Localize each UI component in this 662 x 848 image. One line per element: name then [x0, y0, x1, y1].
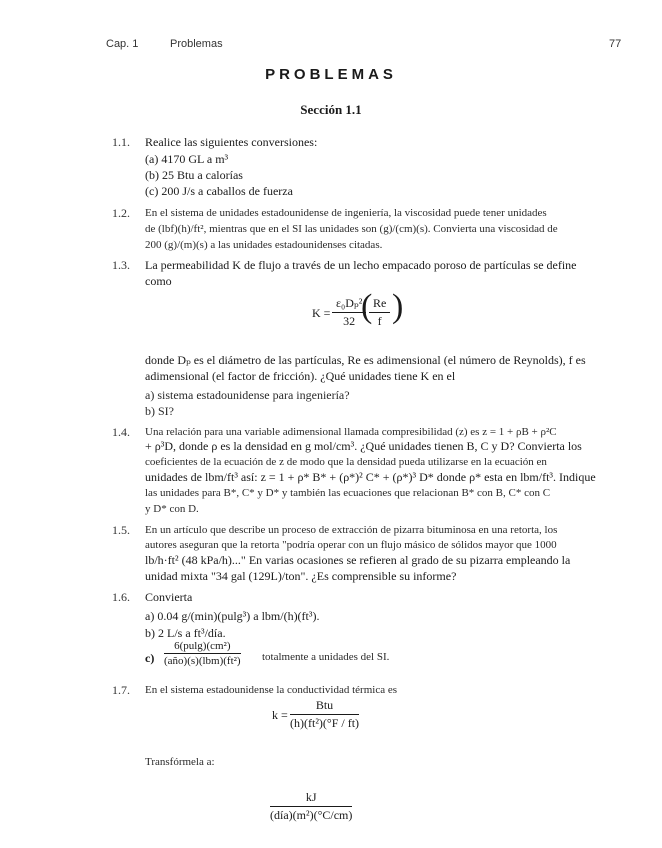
problem-number: 1.5. [112, 523, 130, 537]
formula-paren-denominator: f [377, 314, 382, 328]
problem-number: 1.4. [112, 425, 130, 439]
problem-number: 1.3. [112, 258, 130, 272]
problem-text: En un artículo que describe un proceso de extracción de pizarra bituminosa en una retorta, los [145, 524, 558, 536]
section-title: Sección 1.1 [300, 102, 362, 117]
problem-number: 1.6. [112, 590, 130, 604]
problem-number: 1.7. [112, 683, 130, 697]
problem-item: (c) 200 J/s a caballos de fuerza [145, 184, 293, 198]
problem-item: (a) 4170 GL a m³ [145, 152, 229, 166]
chapter-label: Cap. 1 [106, 38, 139, 50]
formula-denominator: 32 [343, 314, 356, 328]
problem-text: + ρ³D, donde ρ es la densidad en g mol/cm³. ¿Qué unidades tienen B, C y D? Convierta los [145, 439, 582, 453]
problem-number: 1.1. [112, 135, 130, 149]
problem-text: unidades de lbm/ft³ así: z = 1 + ρ* B* + (ρ*)² C* + (ρ*)³ D* donde ρ* esta en lbm/ft³. Indique [145, 470, 596, 484]
formula-denominator: (día)(m²)(°C/cm) [270, 808, 353, 822]
problem-item: a) 0.04 g/(min)(pulg³) a lbm/(h)(ft³). [145, 609, 320, 623]
problem-text: y D* con D. [145, 503, 199, 515]
problem-text: las unidades para B*, C* y D* y también las ecuaciones que relacionan B* con B, C* con C [145, 487, 551, 499]
problem-text: Transfórmela a: [145, 756, 215, 768]
problem-text: En el sistema estadounidense la conductividad térmica es [145, 684, 398, 696]
formula-paren-fraction [369, 296, 390, 329]
problem-text: Una relación para una variable adimensional llamada compresibilidad (z) es z = 1 + ρB + ρ²C [145, 426, 557, 438]
problem-text: unidad mixta "34 gal (129L)/ton". ¿Es comprensible su informe? [145, 569, 457, 583]
problem-text: adimensional (el factor de fricción). ¿Qué unidades tiene K en el [145, 369, 456, 383]
problem-item: b) 2 L/s a ft³/día. [145, 626, 226, 640]
formula-numerator: Btu [290, 698, 359, 715]
formula-denominator: (h)(ft²)(°F / ft) [290, 716, 360, 730]
formula-lhs: K = [312, 306, 331, 320]
problem-number: 1.2. [112, 206, 130, 220]
problem-text: La permeabilidad K de flujo a través de un lecho empacado poroso de partículas se define [145, 258, 577, 272]
formula-fraction [290, 698, 359, 731]
problem-item: b) SI? [145, 404, 174, 418]
formula-denominator: (año)(s)(lbm)(ft²) [164, 655, 241, 667]
formula-paren-open: ( [361, 288, 373, 325]
formula-numerator: kJ [270, 790, 352, 807]
formula-fraction [164, 640, 241, 667]
problem-text: coeficientes de la ecuación de z de modo que la densidad pueda utilizarse en la ecuación en [145, 456, 547, 468]
problem-text: En el sistema de unidades estadounidense de ingeniería, la viscosidad puede tener unidades [145, 207, 547, 219]
problem-text: Realice las siguientes conversiones: [145, 135, 318, 149]
problem-text: donde Dₚ es el diámetro de las partículas, Re es adimensional (el número de Reynolds), f es [145, 353, 586, 367]
problem-text: lb/h·ft² (48 kPa/h)..." En varias ocasiones se refieren al grado de su pizarra empleando la [145, 553, 571, 567]
problem-text: de (lbf)(h)/ft², mientras que en el SI las unidades son (g)/(cm)(s). Convierta una viscosidad de [145, 223, 558, 235]
formula-paren-close: ) [392, 288, 404, 325]
formula-paren-numerator: Re [369, 296, 390, 313]
problem-item: a) sistema estadounidense para ingeniería? [145, 388, 350, 402]
section-label: Problemas [170, 38, 223, 50]
problem-text: autores aseguran que la retorta "podría operar con un flujo másico de sólidos mayor que 1000 [145, 539, 557, 551]
problem-item-label: c) [145, 651, 155, 665]
problem-text: totalmente a unidades del SI. [262, 651, 390, 663]
problem-text: 200 (g)/(m)(s) a las unidades estadounidenses citadas. [145, 239, 383, 251]
formula-numerator: ε₀Dₚ² [332, 296, 366, 313]
page-number: 77 [609, 38, 622, 50]
formula-lhs: k = [272, 708, 288, 722]
problem-text: Convierta [145, 590, 193, 604]
formula-numerator: 6(pulg)(cm²) [164, 640, 241, 654]
problem-text: como [145, 274, 172, 288]
problem-item: (b) 25 Btu a calorías [145, 168, 243, 182]
page-title: PROBLEMAS [265, 66, 397, 83]
formula-fraction [270, 790, 352, 823]
